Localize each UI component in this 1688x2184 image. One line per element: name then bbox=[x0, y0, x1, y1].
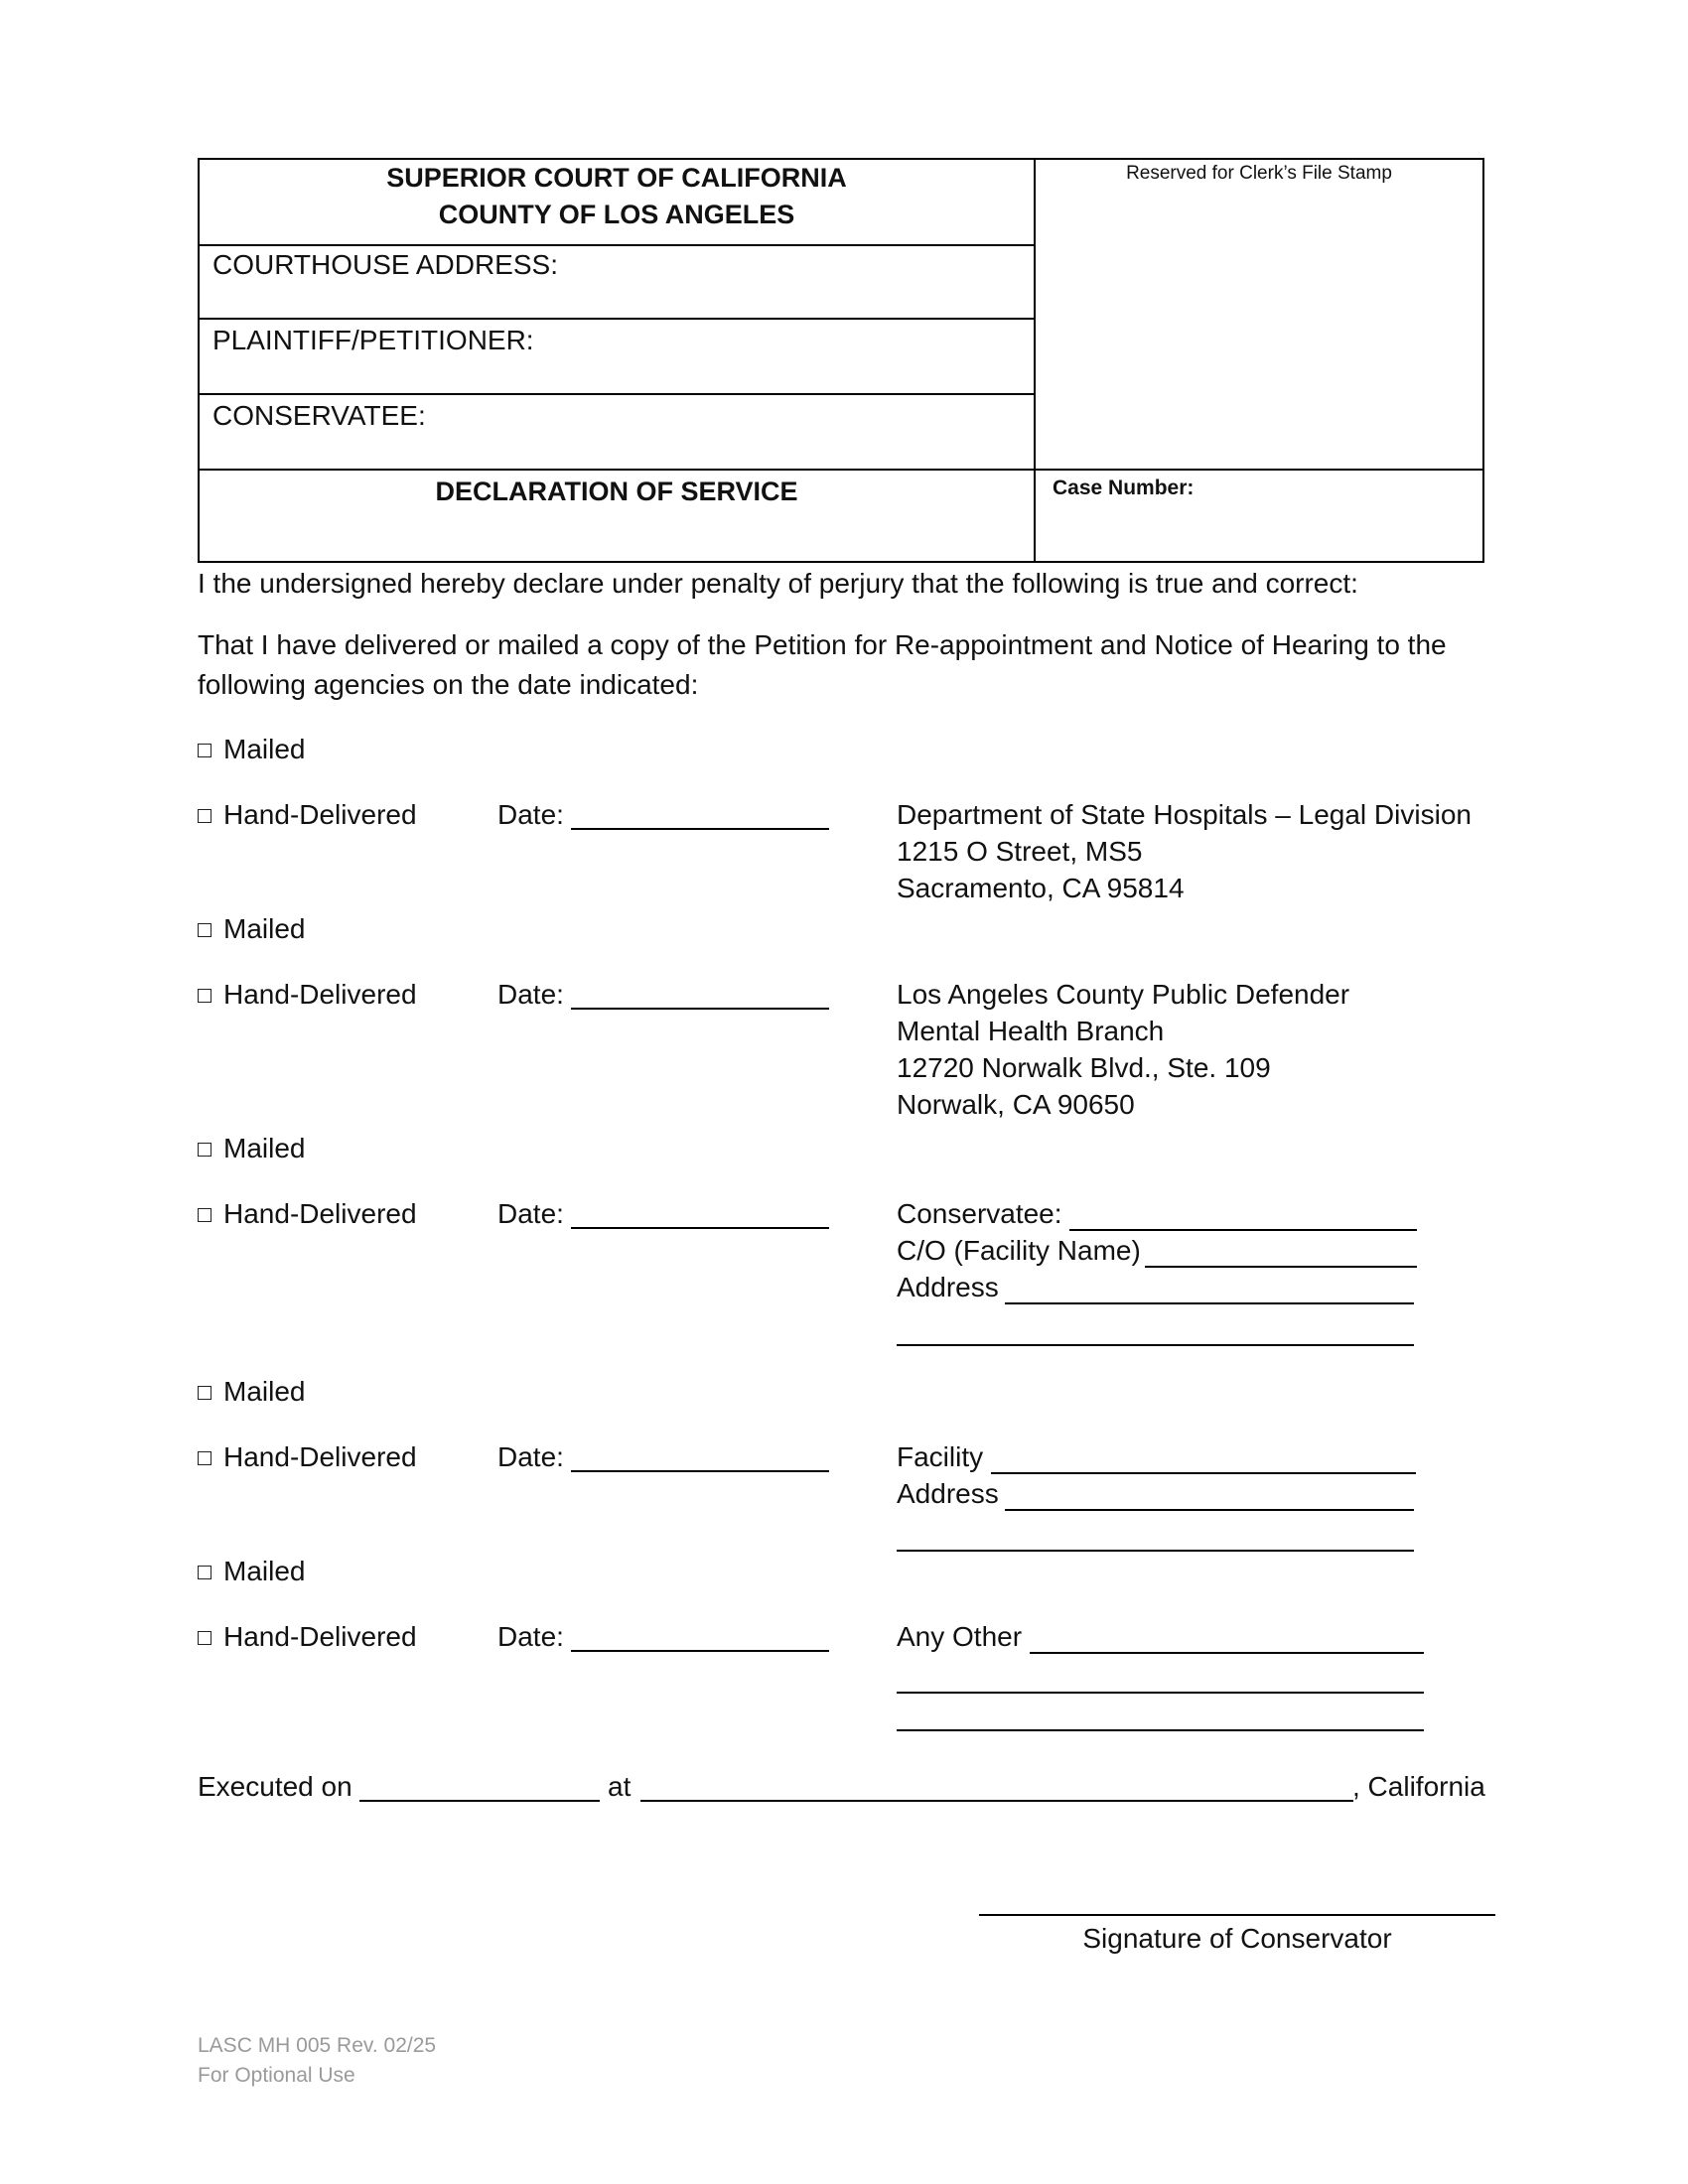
date-label: Date: bbox=[497, 799, 564, 830]
checkbox-icon[interactable] bbox=[198, 1208, 211, 1222]
state-label: , California bbox=[1352, 1771, 1485, 1802]
mailed-option[interactable]: Mailed bbox=[198, 1372, 305, 1412]
date-field[interactable] bbox=[571, 1470, 829, 1472]
any-other-label: Any Other bbox=[897, 1621, 1023, 1652]
facility-name-field[interactable] bbox=[1145, 1266, 1417, 1268]
form-id: LASC MH 005 Rev. 02/25 bbox=[198, 2034, 437, 2057]
checkbox-icon[interactable] bbox=[198, 1386, 211, 1400]
address-field[interactable] bbox=[1005, 1302, 1414, 1304]
caption-divider bbox=[198, 244, 1035, 246]
recipient-line: Department of State Hospitals – Legal Division bbox=[897, 799, 1472, 830]
executed-on-label: Executed on bbox=[198, 1771, 352, 1802]
checkbox-icon[interactable] bbox=[198, 744, 211, 757]
date-field[interactable] bbox=[571, 828, 829, 830]
caption-divider bbox=[198, 393, 1035, 395]
checkbox-icon[interactable] bbox=[198, 989, 211, 1003]
checkbox-icon[interactable] bbox=[198, 1566, 211, 1579]
execution-date-field[interactable] bbox=[359, 1800, 600, 1802]
recipient-line: Sacramento, CA 95814 bbox=[897, 873, 1185, 903]
mailed-option[interactable]: Mailed bbox=[198, 1552, 305, 1591]
address-label: Address bbox=[897, 1478, 999, 1509]
recipient-line: Norwalk, CA 90650 bbox=[897, 1089, 1135, 1120]
form-title: DECLARATION OF SERVICE bbox=[435, 477, 798, 506]
checkbox-icon[interactable] bbox=[198, 809, 211, 823]
address-label: Address bbox=[897, 1272, 999, 1302]
date-field[interactable] bbox=[571, 1650, 829, 1652]
date-label: Date: bbox=[497, 1621, 564, 1652]
plaintiff-petitioner-label: PLAINTIFF/PETITIONER: bbox=[212, 325, 534, 355]
recipient-line: 1215 O Street, MS5 bbox=[897, 836, 1143, 867]
facility-field[interactable] bbox=[991, 1472, 1416, 1474]
any-other-field-line3[interactable] bbox=[897, 1729, 1424, 1731]
recipient-line: 12720 Norwalk Blvd., Ste. 109 bbox=[897, 1052, 1271, 1083]
signature-label: Signature of Conservator bbox=[1082, 1923, 1392, 1954]
signature-field[interactable] bbox=[979, 1914, 1495, 1916]
at-label: at bbox=[608, 1771, 632, 1802]
facility-label: Facility bbox=[897, 1441, 984, 1472]
any-other-field-line2[interactable] bbox=[897, 1692, 1424, 1694]
execution-place-field[interactable] bbox=[640, 1800, 1353, 1802]
checkbox-icon[interactable] bbox=[198, 923, 211, 937]
caption-divider bbox=[198, 469, 1484, 471]
address-field-line2[interactable] bbox=[897, 1344, 1414, 1346]
recipient-line: Mental Health Branch bbox=[897, 1016, 1165, 1046]
date-label: Date: bbox=[497, 1441, 564, 1472]
case-number-label: Case Number: bbox=[1053, 477, 1195, 499]
checkbox-icon[interactable] bbox=[198, 1631, 211, 1645]
hand-delivered-option[interactable]: Hand-Delivered bbox=[198, 975, 417, 1015]
address-field[interactable] bbox=[1005, 1509, 1414, 1511]
any-other-field[interactable] bbox=[1030, 1652, 1424, 1654]
facility-name-label: C/O (Facility Name) bbox=[897, 1235, 1141, 1266]
date-field[interactable] bbox=[571, 1008, 829, 1010]
date-field[interactable] bbox=[571, 1227, 829, 1229]
date-label: Date: bbox=[497, 979, 564, 1010]
recipient-line: Los Angeles County Public Defender bbox=[897, 979, 1350, 1010]
conservatee-name-label: Conservatee: bbox=[897, 1198, 1062, 1229]
declaration-statement: I the undersigned hereby declare under penalty of perjury that the following is true and correct: bbox=[198, 568, 1358, 599]
hand-delivered-option[interactable]: Hand-Delivered bbox=[198, 1194, 417, 1234]
date-label: Date: bbox=[497, 1198, 564, 1229]
optional-use-note: For Optional Use bbox=[198, 2064, 355, 2087]
address-field-line2[interactable] bbox=[897, 1550, 1414, 1552]
caption-divider-vertical bbox=[1034, 158, 1036, 563]
clerk-stamp-label: Reserved for Clerk’s File Stamp bbox=[1126, 163, 1392, 184]
mailed-option[interactable]: Mailed bbox=[198, 909, 305, 949]
court-name-line2: COUNTY OF LOS ANGELES bbox=[438, 200, 795, 229]
checkbox-icon[interactable] bbox=[198, 1143, 211, 1157]
checkbox-icon[interactable] bbox=[198, 1451, 211, 1465]
court-name-line1: SUPERIOR COURT OF CALIFORNIA bbox=[386, 163, 847, 193]
conservatee-label: CONSERVATEE: bbox=[212, 400, 426, 431]
delivery-statement-line2: following agencies on the date indicated: bbox=[198, 669, 699, 700]
hand-delivered-option[interactable]: Hand-Delivered bbox=[198, 1617, 417, 1657]
delivery-statement-line1: That I have delivered or mailed a copy of the Petition for Re-appointment and Notice of Hearing to the bbox=[198, 629, 1447, 660]
hand-delivered-option[interactable]: Hand-Delivered bbox=[198, 1437, 417, 1477]
mailed-option[interactable]: Mailed bbox=[198, 1129, 305, 1168]
caption-divider bbox=[198, 318, 1035, 320]
courthouse-address-label: COURTHOUSE ADDRESS: bbox=[212, 249, 558, 280]
mailed-option[interactable]: Mailed bbox=[198, 730, 305, 769]
hand-delivered-option[interactable]: Hand-Delivered bbox=[198, 795, 417, 835]
